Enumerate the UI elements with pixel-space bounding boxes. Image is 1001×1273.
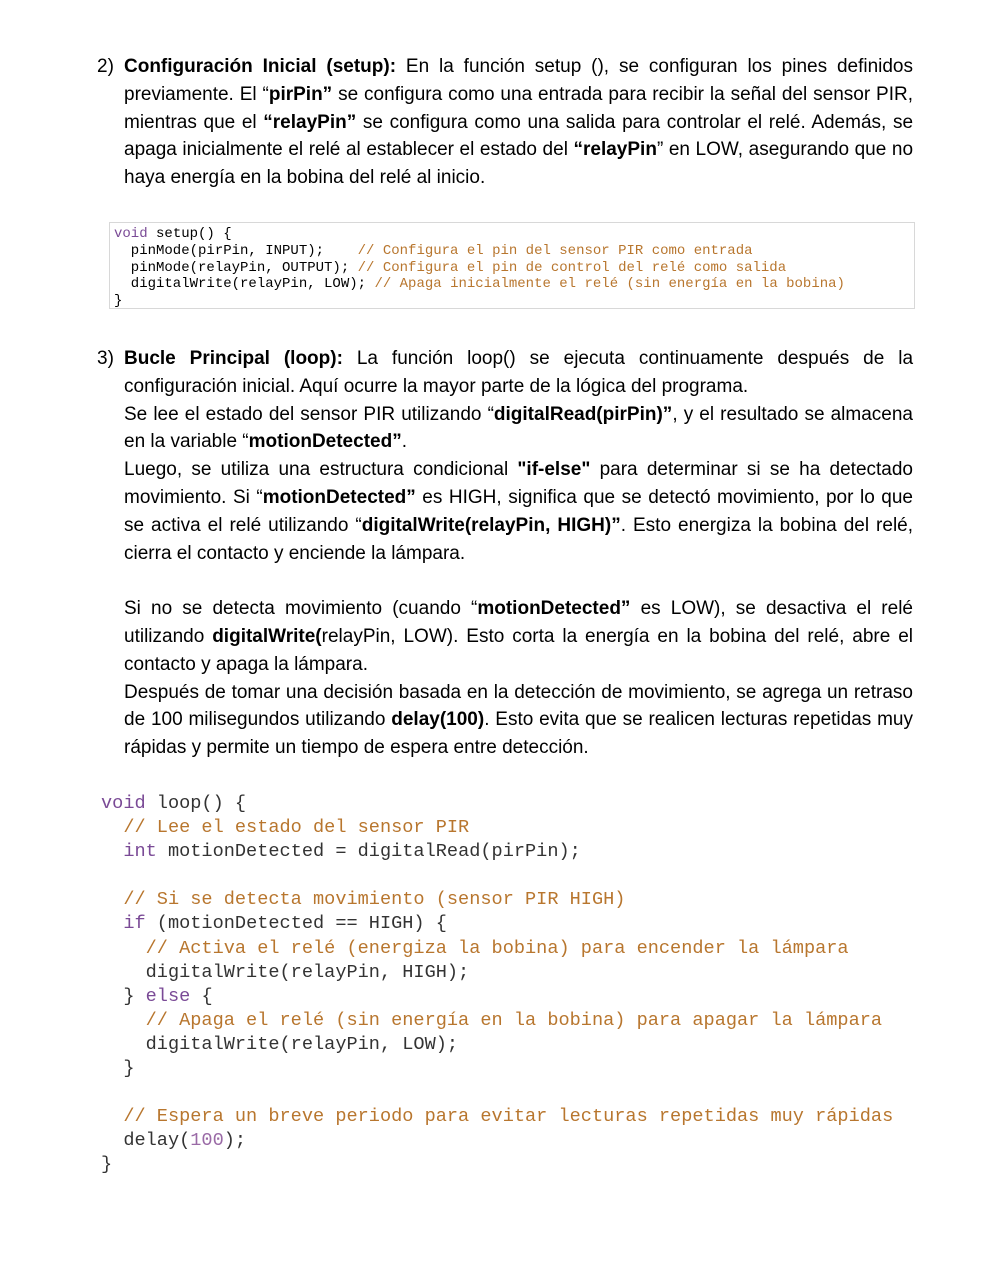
- paragraph: Configuración Inicial (setup): En la función setup (), se configuran los pines definidos previamente. El “pirPin” se configura como una entrada para recibir la señal del sensor PIR, mientras que el “relayPin” se configura como una salida para controlar el relé. Además, se apaga inicialmente el relé al establecer el estado del “relayPin” en LOW, asegurando que no haya energía en la bobina del relé al inicio.: [124, 56, 914, 189]
- paragraph: Luego, se utiliza una estructura condicional "if-else" para determinar si se ha detectado movimiento. Si “motionDetected” es HIGH, significa que se detectó movimiento, por lo que se activa el relé utilizando “digitalWrite(relayPin, HIGH)”. Esto energiza la bobina del relé, cierra el contacto y enciende la lámpara.: [124, 459, 914, 564]
- section-number: 3): [97, 348, 114, 369]
- paragraph: Se lee el estado del sensor PIR utilizando “digitalRead(pirPin)”, y el resultado se almacena en la variable “motionDetected”.: [124, 403, 913, 453]
- code-block-loop: void loop() { // Lee el estado del sensor PIR int motionDetected = digitalRead(pirPin); // Si se detecta movimiento (sensor PIR HIGH) if (motionDetected == HIGH) { // Activa el relé (energiza la bobina) para encender la lámpara digitalWrite(relayPin, HIGH); } else { // Apaga el relé (sin energía en la bobina) para apagar la lámpara digitalWrite(relayPin, LOW); } // Espera un breve periodo para evitar lecturas repetidas muy rápidas delay(100); }: [101, 793, 894, 1176]
- section-title: Configuración Inicial (setup):: [124, 56, 397, 77]
- paragraph: Después de tomar una decisión basada en la detección de movimiento, se agrega un retraso de 100 milisegundos utilizando delay(100). Esto evita que se realicen lecturas repetidas muy rápidas y permite un tiempo de espera entre detección.: [124, 681, 913, 759]
- section-number: 2): [97, 56, 114, 77]
- section-setup: [97, 53, 913, 192]
- section-body: [124, 53, 913, 192]
- paragraph: Bucle Principal (loop): La función loop() se ejecuta continuamente después de la configuración inicial. Aquí ocurre la mayor parte de la lógica del programa.: [124, 348, 914, 397]
- section-body: [124, 345, 913, 762]
- section-title: Bucle Principal (loop):: [124, 348, 343, 369]
- code-block-setup: void setup() { pinMode(pirPin, INPUT); // Configura el pin del sensor PIR como entrada pinMode(relayPin, OUTPUT); // Configura el pin de control del relé como salida digitalWrite(relayPin, LOW); // Apaga inicialmente el relé (sin energía en la bobina) }: [109, 222, 915, 309]
- section-loop: [97, 345, 913, 762]
- paragraph: Si no se detecta movimiento (cuando “motionDetected” es LOW), se desactiva el relé utilizando digitalWrite(relayPin, LOW). Esto corta la energía en la bobina del relé, abre el contacto y apaga la lámpara.: [124, 598, 914, 675]
